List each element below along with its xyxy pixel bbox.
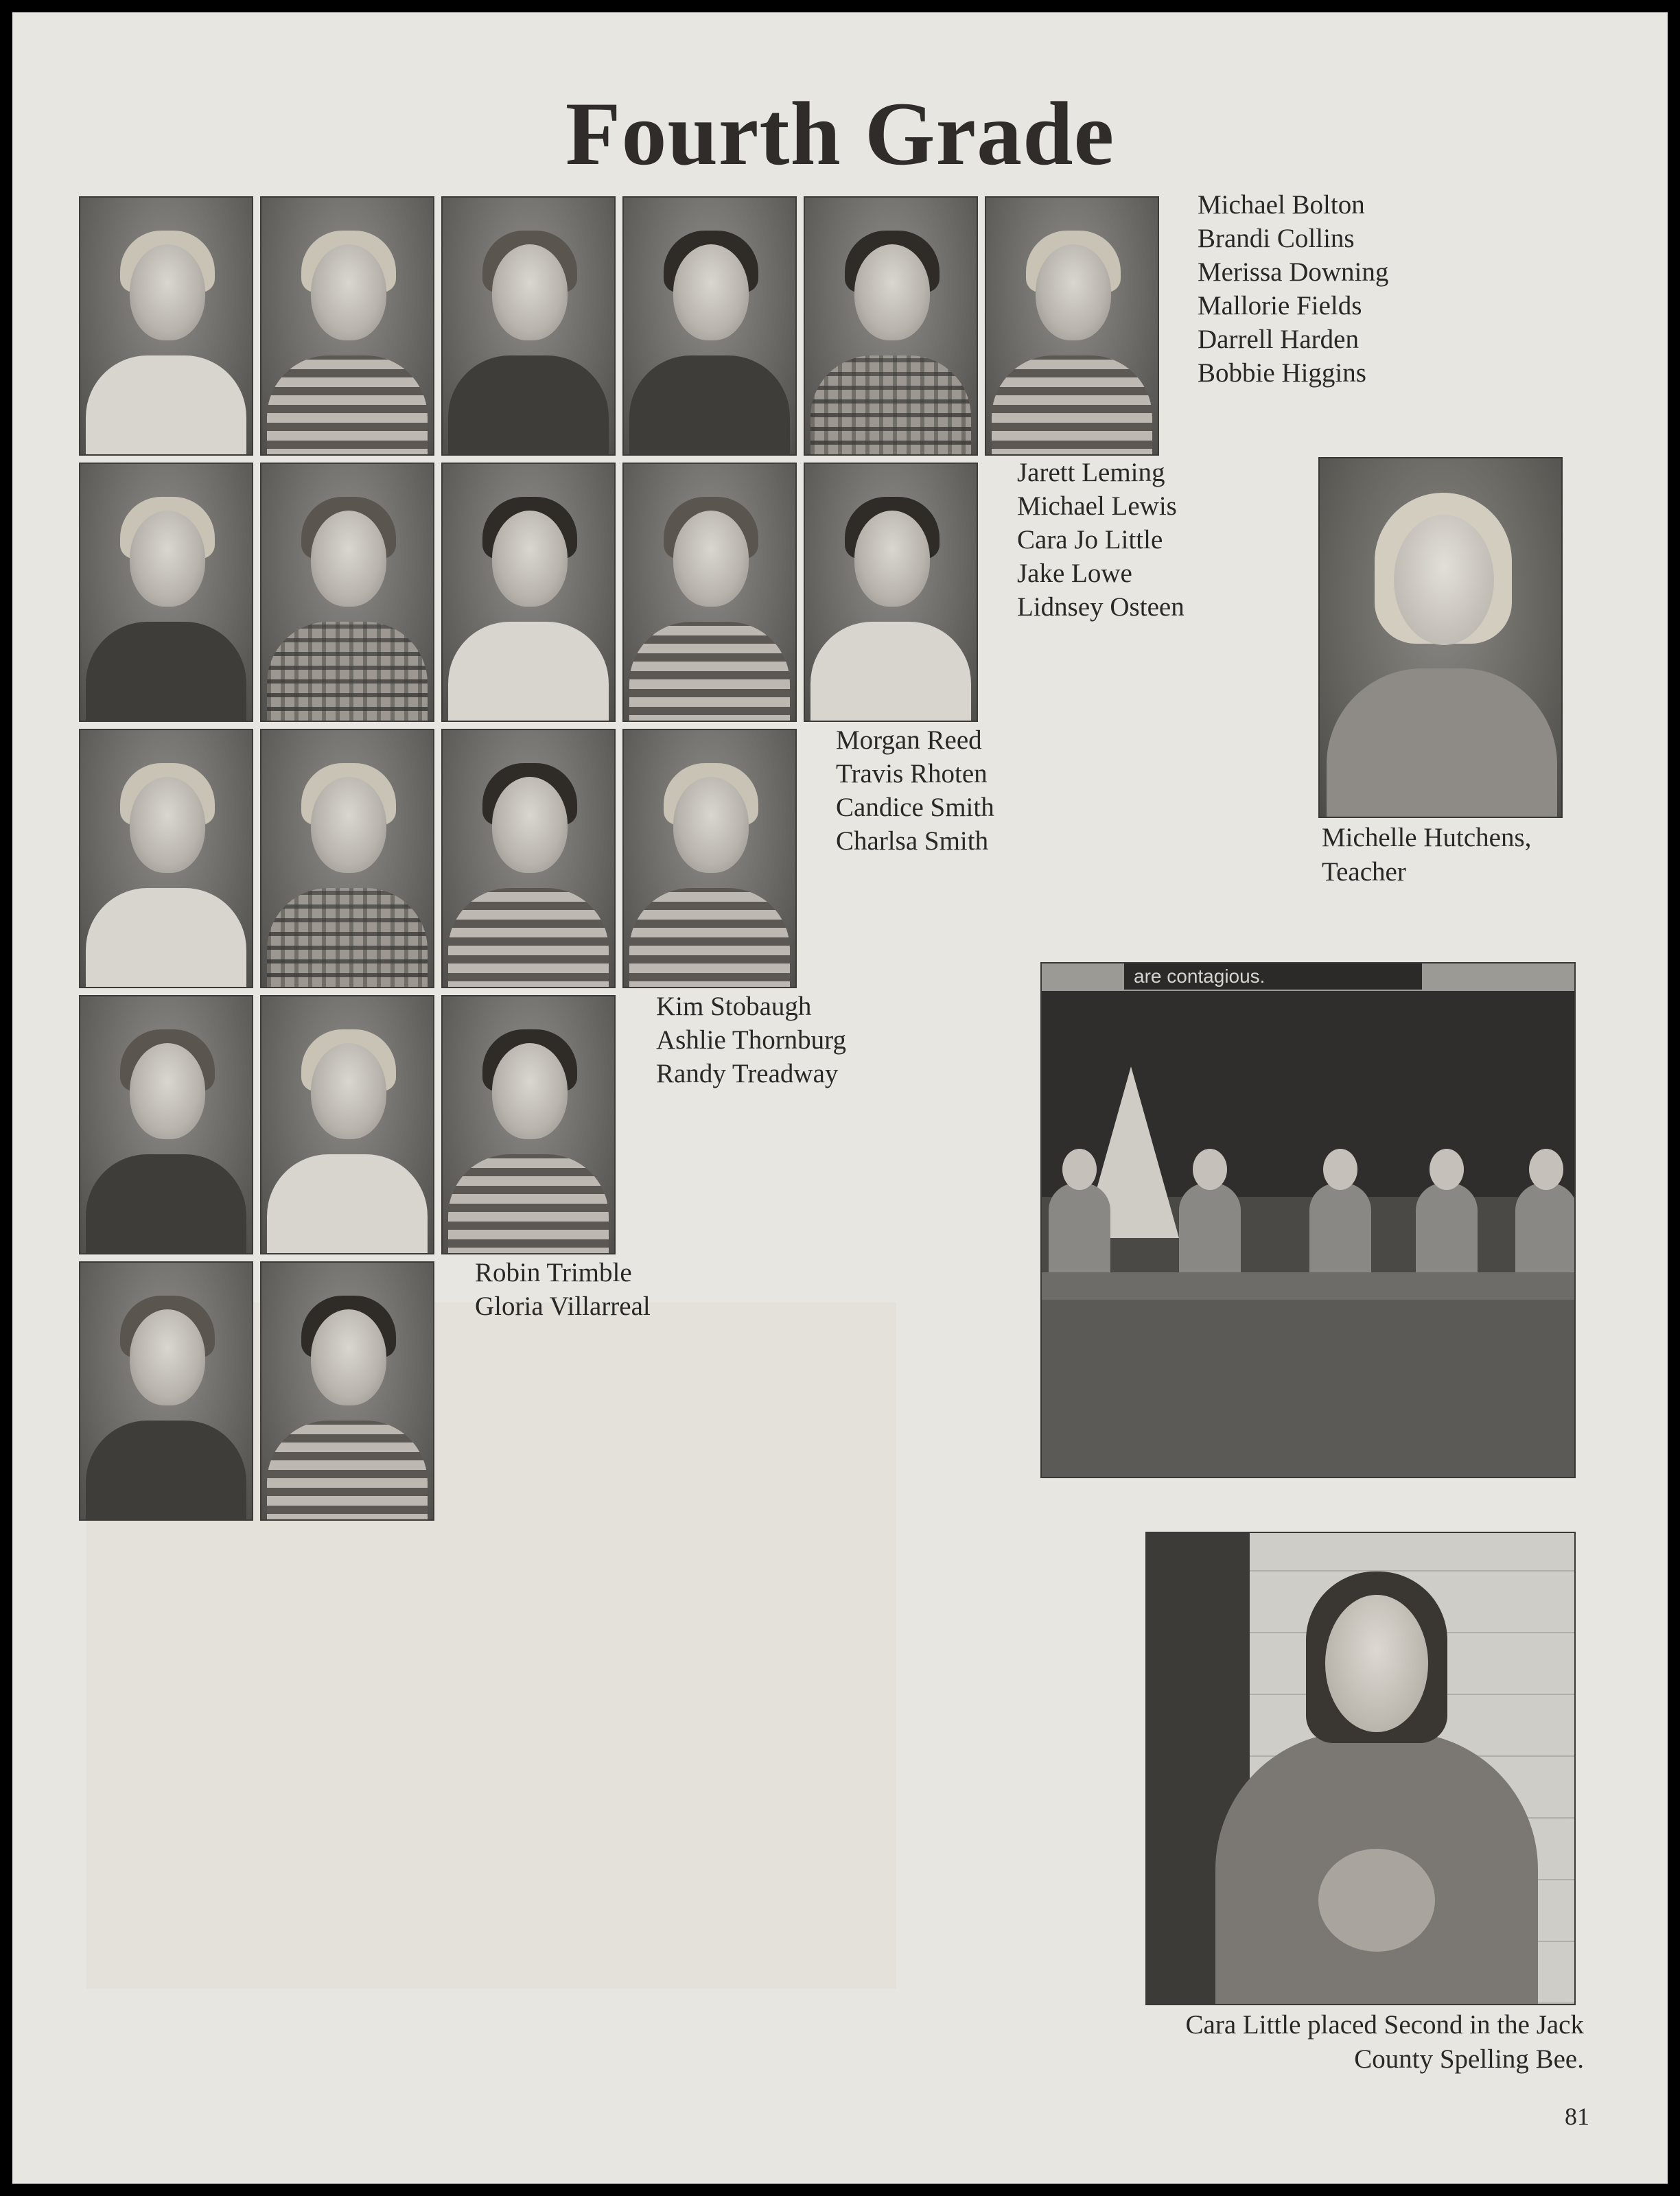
yearbook-page (12, 12, 1668, 2184)
page-number: 81 (1565, 2103, 1589, 2130)
name-list-row-5 (475, 1256, 651, 1323)
student-portrait (260, 1261, 434, 1521)
page-title: Fourth Grade (565, 83, 1115, 184)
student-portrait (441, 463, 616, 722)
student-portrait (260, 729, 434, 988)
student-portrait (622, 196, 797, 456)
student-portrait (260, 463, 434, 722)
student-name: Gloria Villarreal (475, 1292, 651, 1321)
student-name: Kim Stobaugh (656, 992, 812, 1021)
student-name: Morgan Reed (836, 725, 982, 755)
name-list-row-1 (1198, 188, 1388, 390)
student-name: Jarett Leming (1017, 458, 1165, 487)
student-portrait (79, 1261, 253, 1521)
classroom-photo (1040, 962, 1576, 1478)
student-name: Bobbie Higgins (1198, 358, 1366, 388)
student-name: Robin Trimble (475, 1258, 632, 1287)
student-portrait (622, 463, 797, 722)
name-list-row-2 (1017, 456, 1185, 624)
student-portrait (985, 196, 1159, 456)
student-name: Merissa Downing (1198, 257, 1389, 287)
student-portrait (79, 196, 253, 456)
student-name: Darrell Harden (1198, 325, 1359, 354)
student-portrait (622, 729, 797, 988)
student-name: Michael Lewis (1017, 491, 1177, 521)
student-portrait (441, 729, 616, 988)
student-portrait (260, 196, 434, 456)
student-name: Travis Rhoten (836, 759, 988, 789)
student-name: Lidnsey Osteen (1017, 592, 1185, 622)
student-portrait (441, 995, 616, 1254)
student-name: Jake Lowe (1017, 559, 1132, 588)
name-list-row-4 (656, 990, 846, 1090)
student-portrait (79, 729, 253, 988)
teacher-portrait (1318, 457, 1563, 818)
student-name: Candice Smith (836, 793, 994, 822)
spelling-bee-caption: Cara Little placed Second in the Jack County Spelling Bee. (1185, 2010, 1584, 2074)
student-name: Randy Treadway (656, 1059, 839, 1088)
teacher-role: Teacher (1322, 857, 1406, 887)
spelling-bee-photo (1145, 1532, 1576, 2005)
student-name: Michael Bolton (1198, 190, 1365, 220)
student-name: Ashlie Thornburg (656, 1025, 846, 1055)
teacher-caption (1322, 821, 1531, 889)
student-portrait (260, 995, 434, 1254)
student-portrait (79, 463, 253, 722)
student-name: Mallorie Fields (1198, 291, 1362, 320)
student-name: Charlsa Smith (836, 826, 989, 856)
student-portrait (441, 196, 616, 456)
student-portrait (804, 463, 978, 722)
teacher-name: Michelle Hutchens, (1322, 823, 1532, 852)
student-name: Cara Jo Little (1017, 525, 1163, 554)
name-list-row-3 (836, 723, 994, 858)
student-portrait (804, 196, 978, 456)
classroom-banner: are contagious. (1124, 963, 1422, 990)
student-name: Brandi Collins (1198, 224, 1355, 253)
student-portrait (79, 995, 253, 1254)
